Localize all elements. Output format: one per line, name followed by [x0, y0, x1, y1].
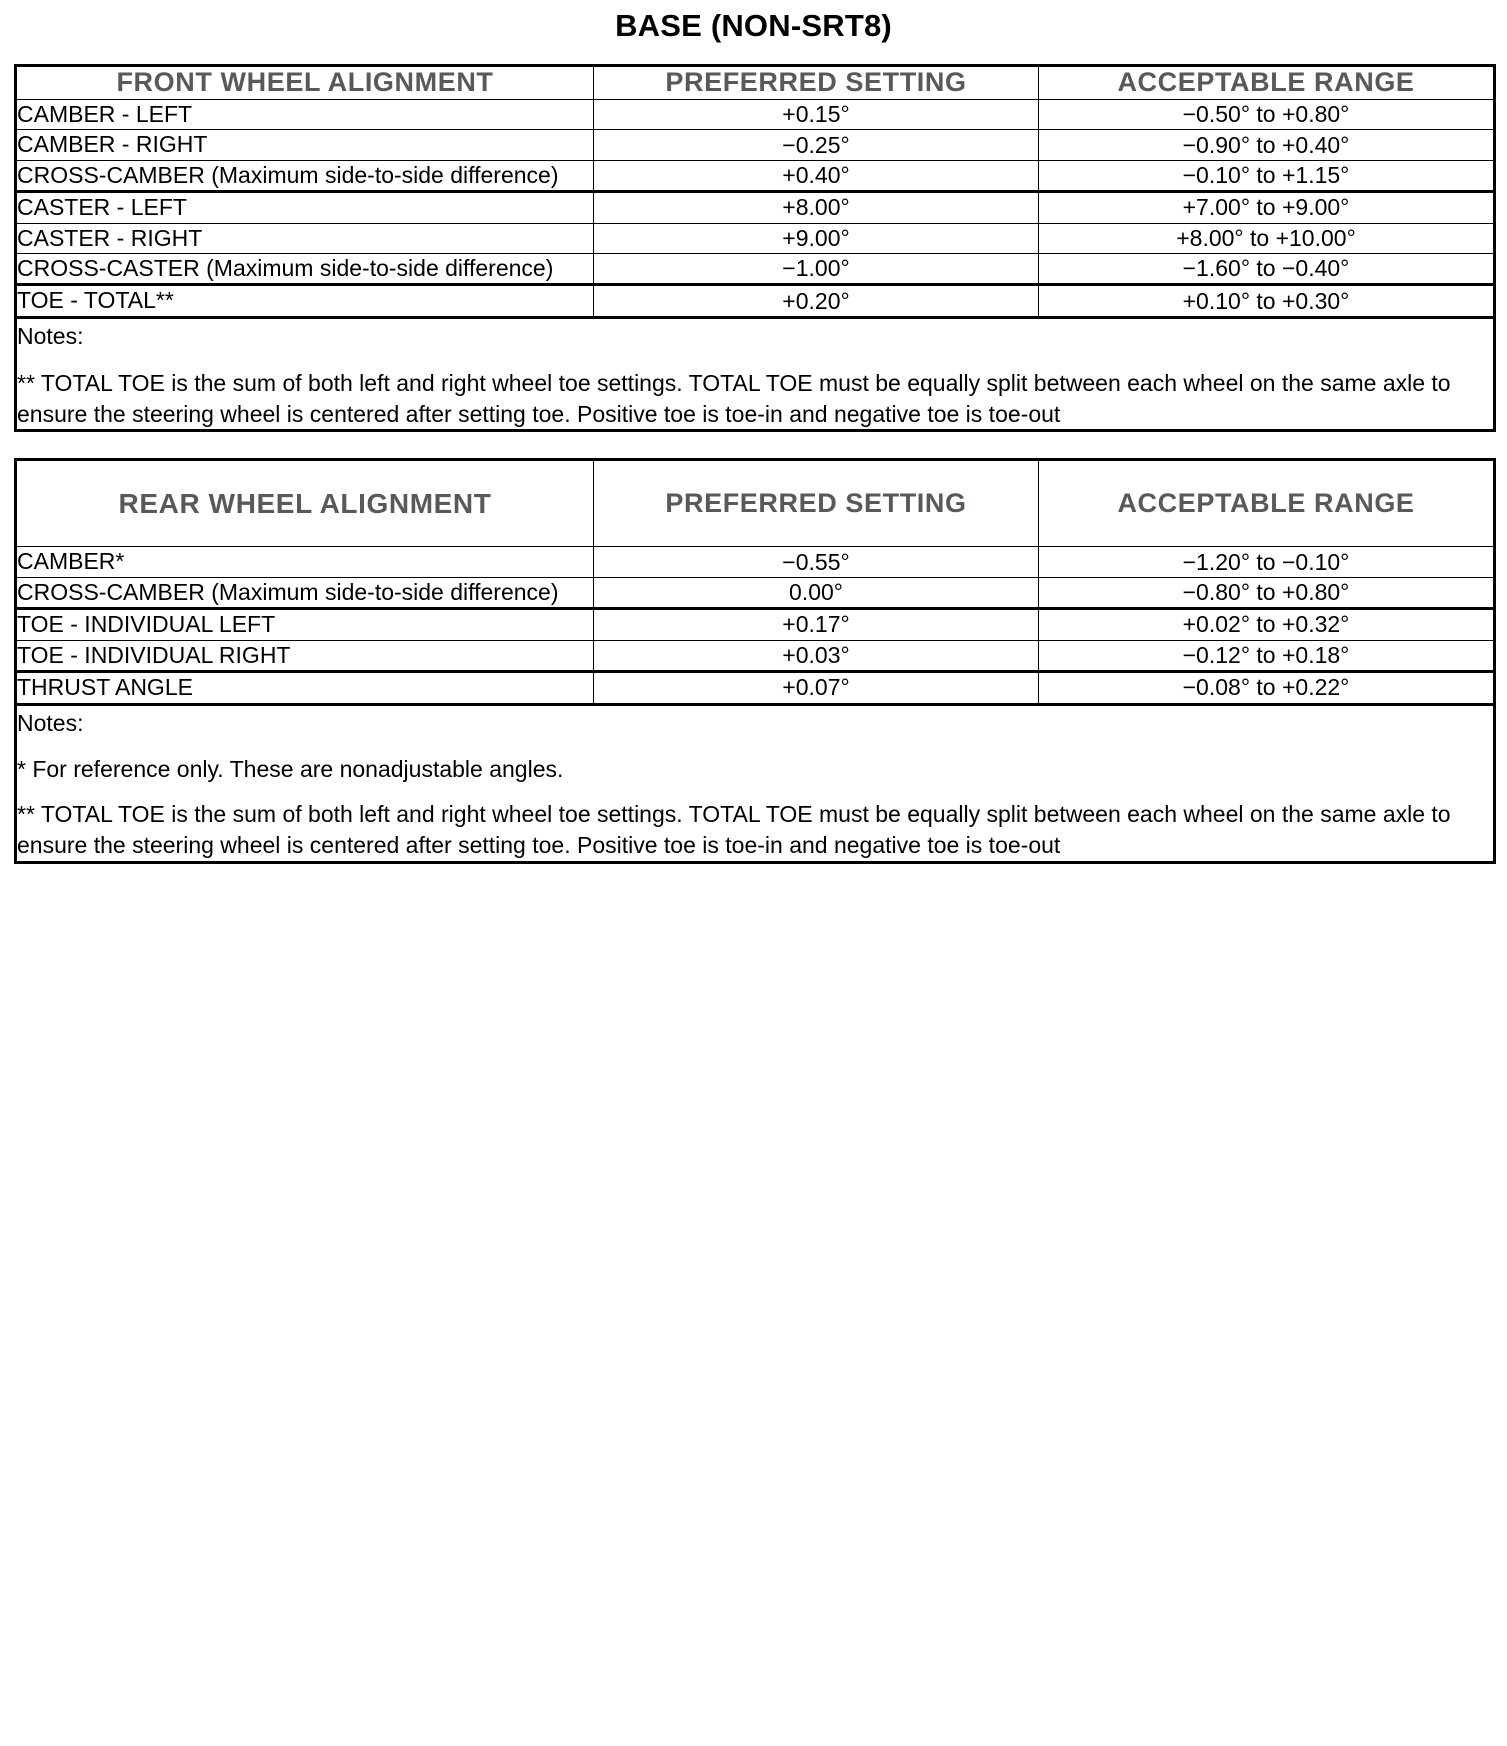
notes-row — [16, 317, 1495, 430]
table-row — [16, 640, 1495, 671]
row-label: CROSS-CASTER (Maximum side-to-side difference) — [16, 254, 594, 285]
row-label: CAMBER* — [16, 547, 594, 577]
note-item: ** TOTAL TOE is the sum of both left and right wheel toe settings. TOTAL TOE must be equally split between each wheel on the same axle to ensure the steering wheel is centered after setting toe. Positive toe is toe-in and negative toe is toe-out — [17, 801, 1451, 859]
rear-notes — [16, 704, 1495, 862]
row-range: +7.00° to +9.00° — [1039, 192, 1495, 223]
row-range: −0.10° to +1.15° — [1039, 160, 1495, 191]
row-preferred: +0.17° — [594, 609, 1039, 640]
row-label: CROSS-CAMBER (Maximum side-to-side difference) — [16, 577, 594, 608]
row-label: CASTER - RIGHT — [16, 223, 594, 253]
row-preferred: +0.40° — [594, 160, 1039, 191]
table-row — [16, 160, 1495, 191]
row-label: TOE - TOTAL** — [16, 285, 594, 317]
note-item: * For reference only. These are nonadjustable angles. — [17, 756, 564, 783]
row-preferred: +9.00° — [594, 223, 1039, 253]
row-label: CAMBER - LEFT — [16, 99, 594, 129]
row-range: −0.08° to +0.22° — [1039, 672, 1495, 704]
row-range: −1.20° to −0.10° — [1039, 547, 1495, 577]
table-row — [16, 254, 1495, 285]
header-acceptable-range: ACCEPTABLE RANGE — [1039, 66, 1495, 100]
header-rear-wheel-alignment: REAR WHEEL ALIGNMENT — [16, 460, 594, 547]
row-preferred: +0.15° — [594, 99, 1039, 129]
table-header-row — [16, 66, 1495, 100]
row-preferred: +0.07° — [594, 672, 1039, 704]
row-label: CROSS-CAMBER (Maximum side-to-side difference) — [16, 160, 594, 191]
note-item: ** TOTAL TOE is the sum of both left and right wheel toe settings. TOTAL TOE must be equally split between each wheel on the same axle to ensure the steering wheel is centered after setting toe. Positive toe is toe-in and negative toe is toe-out — [17, 369, 1451, 427]
row-range: −0.90° to +0.40° — [1039, 130, 1495, 160]
row-range: −0.50° to +0.80° — [1039, 99, 1495, 129]
page-title: BASE (NON-SRT8) — [615, 8, 892, 43]
row-range: +0.02° to +0.32° — [1039, 609, 1495, 640]
row-preferred: +0.20° — [594, 285, 1039, 317]
row-range: +8.00° to +10.00° — [1039, 223, 1495, 253]
table-row — [16, 223, 1495, 253]
row-preferred: −0.55° — [594, 547, 1039, 577]
table-row — [16, 547, 1495, 577]
row-preferred: +8.00° — [594, 192, 1039, 223]
row-label: CAMBER - RIGHT — [16, 130, 594, 160]
row-preferred: +0.03° — [594, 640, 1039, 671]
rear-wheel-alignment-table — [14, 458, 1496, 863]
notes-label: Notes: — [17, 322, 84, 349]
table-row — [16, 672, 1495, 704]
header-preferred-setting: PREFERRED SETTING — [594, 460, 1039, 547]
table-row — [16, 99, 1495, 129]
table-row — [16, 130, 1495, 160]
notes-label: Notes: — [17, 709, 84, 736]
row-preferred: −0.25° — [594, 130, 1039, 160]
table-row — [16, 285, 1495, 317]
row-range: +0.10° to +0.30° — [1039, 285, 1495, 317]
front-wheel-alignment-table — [14, 64, 1496, 432]
header-preferred-setting: PREFERRED SETTING — [594, 66, 1039, 100]
table-row — [16, 609, 1495, 640]
table-row — [16, 192, 1495, 223]
row-label: THRUST ANGLE — [16, 672, 594, 704]
row-range: −1.60° to −0.40° — [1039, 254, 1495, 285]
table-row — [16, 577, 1495, 608]
front-notes — [16, 317, 1495, 430]
row-range: −0.80° to +0.80° — [1039, 577, 1495, 608]
header-acceptable-range: ACCEPTABLE RANGE — [1039, 460, 1495, 547]
row-label: TOE - INDIVIDUAL RIGHT — [16, 640, 594, 671]
row-preferred: 0.00° — [594, 577, 1039, 608]
header-front-wheel-alignment: FRONT WHEEL ALIGNMENT — [16, 66, 594, 100]
row-label: TOE - INDIVIDUAL LEFT — [16, 609, 594, 640]
row-label: CASTER - LEFT — [16, 192, 594, 223]
row-range: −0.12° to +0.18° — [1039, 640, 1495, 671]
specification-page — [0, 8, 1507, 864]
notes-row — [16, 704, 1495, 862]
table-header-row — [16, 460, 1495, 547]
row-preferred: −1.00° — [594, 254, 1039, 285]
